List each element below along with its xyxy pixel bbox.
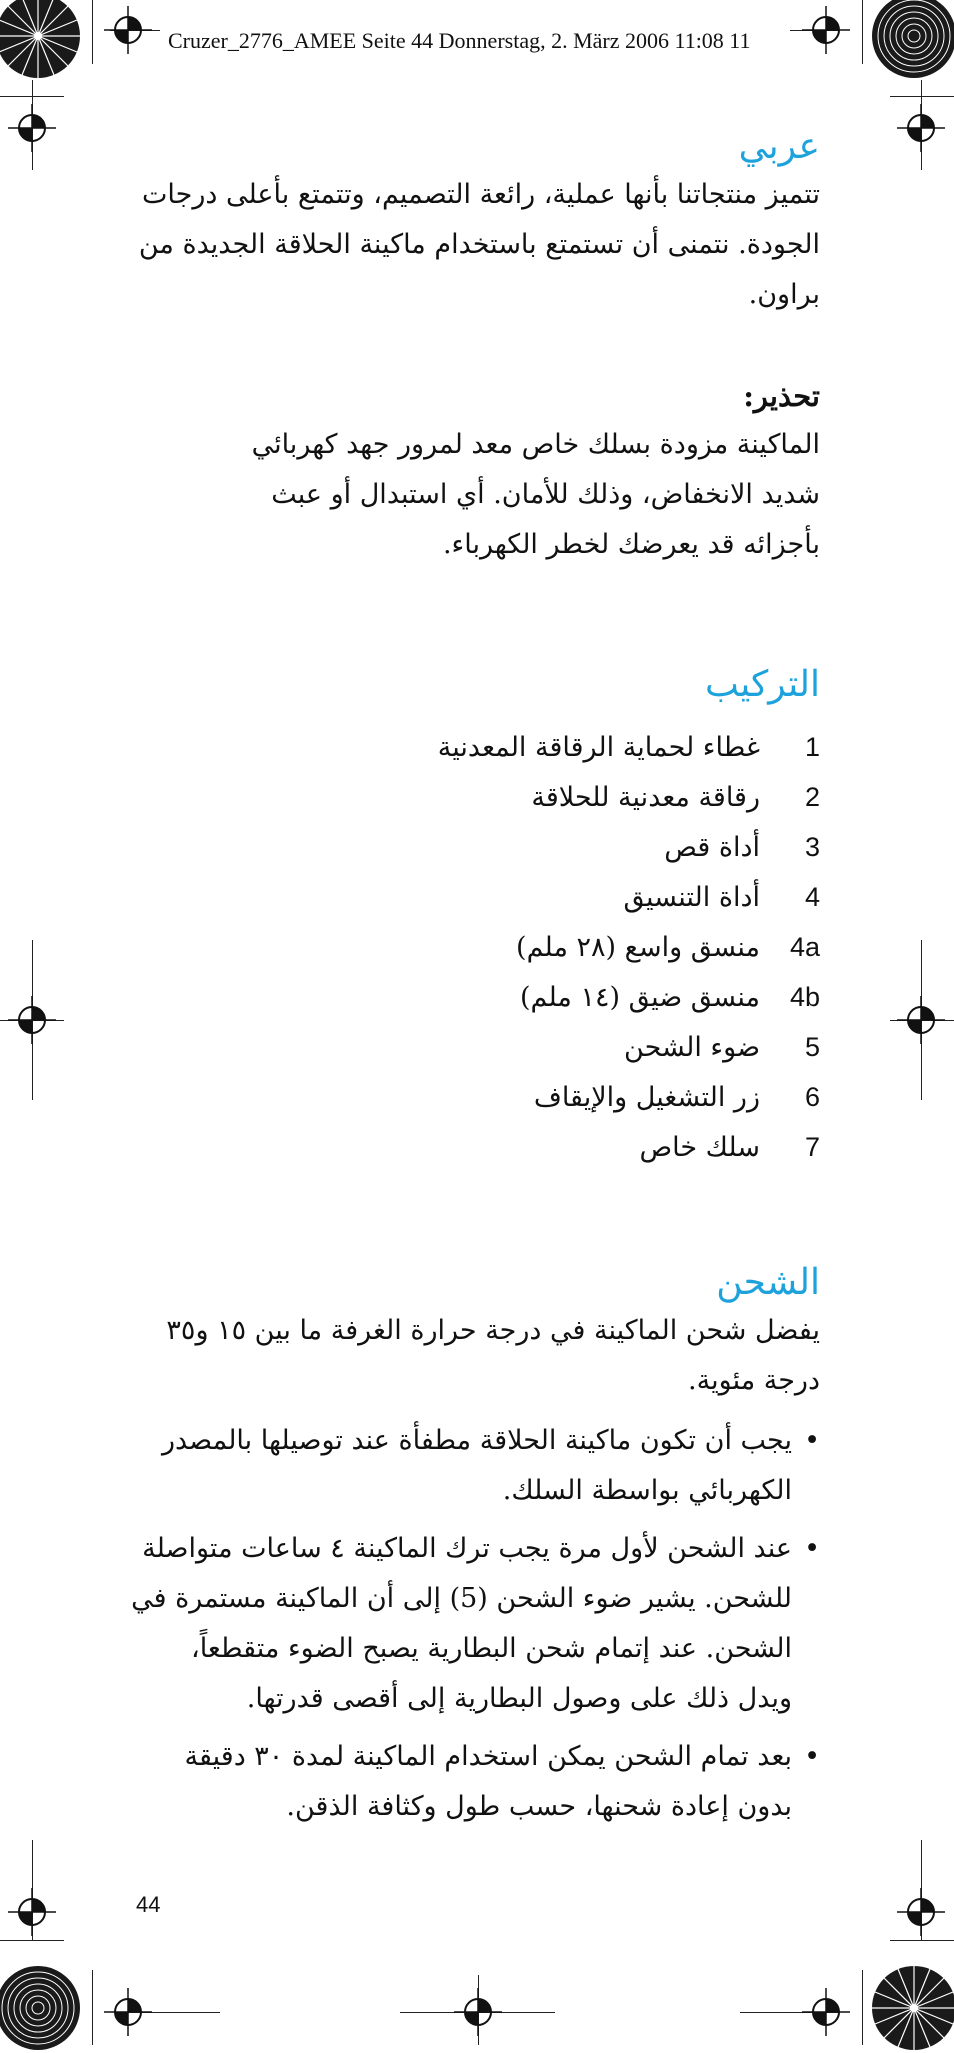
- list-item-number: 1: [804, 732, 820, 762]
- list-item: [624, 1022, 820, 1072]
- list-item-number: 7: [804, 1132, 820, 1162]
- list-item: [531, 772, 820, 822]
- list-item-number: 2: [804, 782, 820, 812]
- bullet-icon: •: [804, 1533, 820, 1564]
- list-item: [534, 1072, 820, 1122]
- list-item-label: منسق واسع (٢٨ ملم): [516, 932, 760, 963]
- list-item-label: ضوء الشحن: [624, 1032, 760, 1063]
- print-slug-header: Cruzer_2776_AMEE Seite 44 Donnerstag, 2. März 2006 11:08 11: [168, 28, 751, 53]
- list-item-label: أداة قص: [664, 832, 760, 863]
- registration-mark-icon: [8, 104, 56, 152]
- list-item-label: زر التشغيل والإيقاف: [533, 1082, 760, 1113]
- list-item-label: سلك خاص: [639, 1132, 760, 1163]
- list-item-label: رقاقة معدنية للحلاقة: [531, 782, 760, 813]
- charging-intro: يفضل شحن الماكينة في درجة حرارة الغرفة ما بين ١٥ و٣٥ درجة مئوية.: [166, 1315, 820, 1396]
- bullet-text: عند الشحن لأول مرة يجب ترك الماكينة ٤ ساعات متواصلة للشحن. يشير ضوء الشحن (5) إلى أن الماكينة مستمرة في الشحن. عند إتمام شحن البطارية يصبح الضوء متقطعاً، ويدل ذلك على وصول البطارية إلى أقصى قدرتها.: [131, 1533, 792, 1714]
- registration-mark-icon: [104, 6, 152, 54]
- color-calibration-ring-icon: [869, 0, 954, 81]
- list-item-label: منسق ضيق (١٤ ملم): [519, 982, 760, 1013]
- list-item-number: 6: [804, 1082, 820, 1112]
- bullet-icon: •: [804, 1741, 820, 1772]
- list-item: [640, 1122, 820, 1172]
- warning-section: [230, 372, 820, 570]
- registration-mark-icon: [454, 1988, 502, 2036]
- list-item-number: 4: [804, 882, 820, 912]
- section-title-arabic: عربي: [738, 126, 820, 167]
- warning-paragraph: الماكينة مزودة بسلك خاص معد لمرور جهد كهربائي شديد الانخفاض، وذلك للأمان. أي استبدال أو عبث بأجزائه قد يعرضك لخطر الكهرباء.: [251, 429, 820, 560]
- list-item-number: 4b: [789, 982, 820, 1012]
- registration-mark-icon: [897, 996, 945, 1044]
- bullet-item: [130, 1524, 820, 1724]
- list-item-number: 4a: [789, 932, 820, 962]
- list-item-label: غطاء لحماية الرقاقة المعدنية: [437, 732, 760, 763]
- color-calibration-star-icon: [0, 0, 83, 81]
- registration-mark-icon: [897, 1888, 945, 1936]
- list-item: [664, 822, 820, 872]
- section-title-assembly: التركيب: [704, 664, 820, 705]
- page-number: 44: [136, 1892, 161, 1917]
- list-item-number: 5: [804, 1032, 820, 1062]
- assembly-section: [130, 662, 820, 708]
- color-calibration-star-icon: [869, 1963, 954, 2053]
- bullet-icon: •: [804, 1425, 820, 1456]
- registration-mark-icon: [8, 996, 56, 1044]
- list-item: [438, 722, 820, 772]
- list-item: [516, 922, 820, 972]
- charging-bullets: [130, 1416, 820, 1832]
- section-title-charging: الشحن: [716, 1262, 820, 1303]
- charging-section: [130, 1260, 820, 1840]
- bullet-text: بعد تمام الشحن يمكن استخدام الماكينة لمدة ٣٠ دقيقة بدون إعادة شحنها، حسب طول وكثافة الذقن.: [184, 1741, 792, 1822]
- intro-paragraph: تتميز منتجاتنا بأنها عملية، رائعة التصميم، وتتمتع بأعلى درجات الجودة. نتمنى أن تستمتع باستخدام ماكينة الحلاقة الجديدة من براون.: [138, 179, 820, 310]
- registration-mark-icon: [802, 1988, 850, 2036]
- bullet-text: يجب أن تكون ماكينة الحلاقة مطفأة عند توصيلها بالمصدر الكهربائي بواسطة السلك.: [161, 1425, 792, 1506]
- registration-mark-icon: [802, 6, 850, 54]
- intro-section: [130, 124, 820, 320]
- list-item-number: 3: [804, 832, 820, 862]
- registration-mark-icon: [104, 1988, 152, 2036]
- color-calibration-ring-icon: [0, 1963, 83, 2053]
- bullet-item: [130, 1732, 820, 1832]
- warning-title: تحذير:: [743, 379, 820, 413]
- bullet-item: [130, 1416, 820, 1516]
- registration-mark-icon: [897, 104, 945, 152]
- list-item-label: أداة التنسيق: [623, 882, 760, 913]
- registration-mark-icon: [8, 1888, 56, 1936]
- list-item: [623, 872, 820, 922]
- list-item: [520, 972, 820, 1022]
